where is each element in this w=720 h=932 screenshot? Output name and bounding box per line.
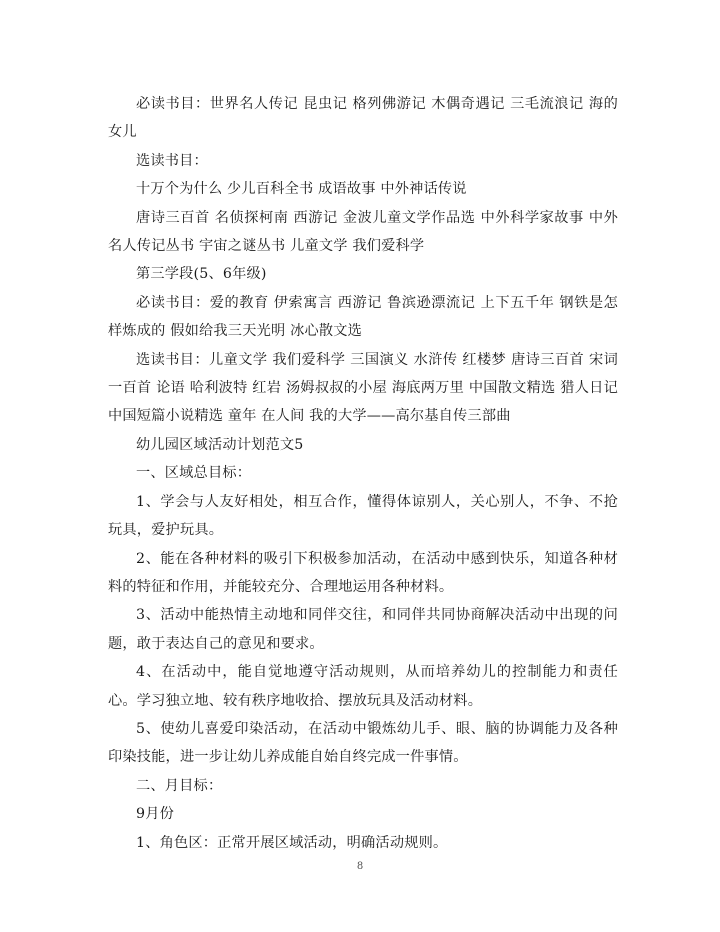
goal-item-3: 3、活动中能热情主动地和同伴交往，和同伴共同协商解决活动中出现的问题，敢于表达自己的意见和要求。: [108, 607, 618, 652]
page-number: 8: [356, 861, 364, 872]
paragraph-optional-heading-2: 选读书目：: [136, 152, 208, 169]
month-september: 9月份: [136, 806, 175, 823]
paragraph-optional-reading-3: 选读书目：儿童文学 我们爱科学 三国演义 水浒传 红楼梦 唐诗三百首 宋词一百首 论语 哈利波特 红岩 汤姆叔叔的小屋 海底两万里 中国散文精选 猎人日记 中国短篇小说精选 童年 在人间 我的大学——高尔基自传三部曲: [108, 351, 618, 425]
goal-item-5: 5、使幼儿喜爱印染活动，在活动中锻炼幼儿手、眼、脑的协调能力及各种印染技能，进一步让幼儿养成能自始自终完成一件事情。: [108, 720, 618, 766]
goal-item-4: 4、在活动中，能自觉地遵守活动规则，从而培养幼儿的控制能力和责任心。学习独立地、较有秩序地收拾、摆放玩具及活动材料。: [108, 664, 618, 709]
paragraph-optional-list-2b: 唐诗三百首 名侦探柯南 西游记 金波儿童文学作品选 中外科学家故事 中外名人传记丛书 宇宙之谜丛书 儿童文学 我们爱科学: [108, 209, 618, 255]
paragraph-optional-list-2a: 十万个为什么 少儿百科全书 成语故事 中外神话传说: [136, 181, 467, 198]
paragraph-stage-3-heading: 第三学段(5、6年级): [136, 266, 267, 283]
paragraph-required-reading-2: 必读书目：世界名人传记 昆虫记 格列佛游记 木偶奇遇记 三毛流浪记 海的女儿: [108, 96, 618, 141]
page-content: [108, 90, 618, 857]
monthly-item-1: 1、角色区：正常开展区域活动，明确活动规则。: [136, 834, 448, 851]
heading-monthly-goals: 二、月目标：: [136, 777, 223, 794]
paragraph-required-reading-3: 必读书目：爱的教育 伊索寓言 西游记 鲁滨逊漂流记 上下五千年 钢铁是怎样炼成的 假如给我三天光明 冰心散文选: [108, 294, 618, 340]
goal-item-1: 1、学会与人友好相处，相互合作，懂得体谅别人，关心别人，不争、不抢玩具，爱护玩具。: [108, 493, 618, 539]
heading-overall-goals: 一、区域总目标：: [136, 465, 252, 482]
section-title-plan-5: 幼儿园区域活动计划范文5: [136, 436, 304, 453]
goal-item-2: 2、能在各种材料的吸引下积极参加活动，在活动中感到快乐，知道各种材料的特征和作用，并能较充分、合理地运用各种材料。: [108, 550, 618, 595]
